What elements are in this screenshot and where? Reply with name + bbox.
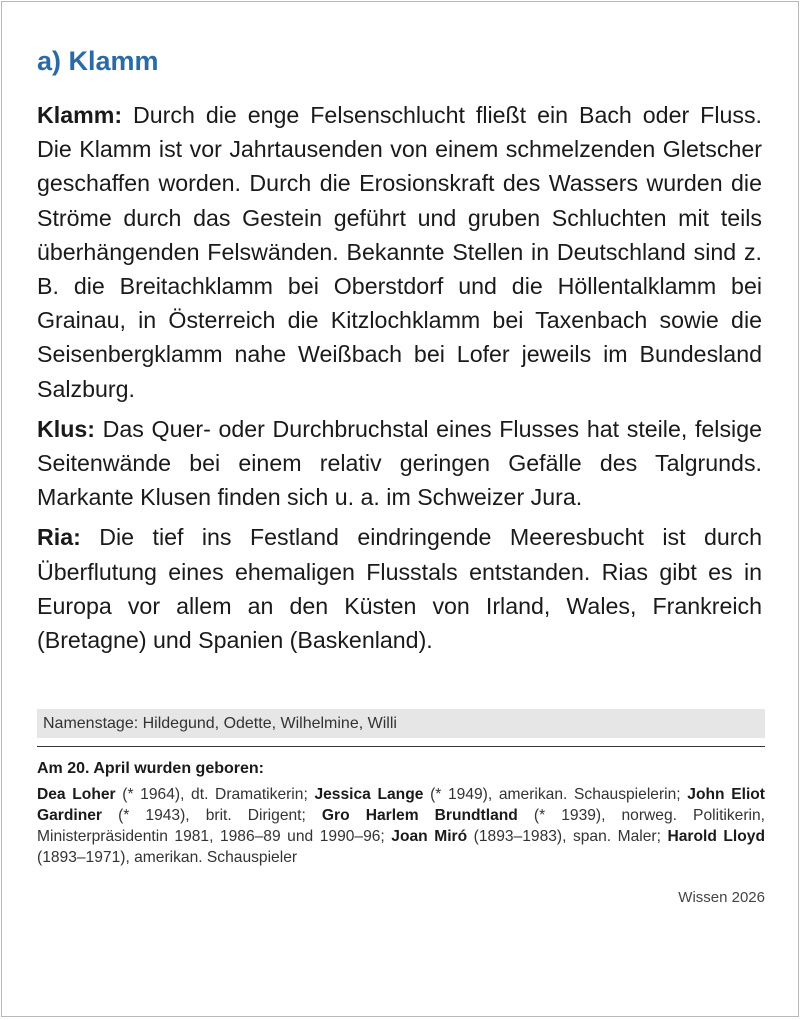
person-info: (1893–1983), span. Maler;	[467, 828, 668, 845]
births-list	[37, 784, 765, 868]
definition-term: Ria:	[37, 524, 81, 551]
name-days-label: Namenstage:	[43, 715, 139, 732]
page-title: a) Klamm	[37, 46, 159, 76]
person-name: Joan Miró	[391, 828, 468, 845]
name-days-bar	[37, 709, 765, 738]
person-name: Gro Harlem Brundtland	[321, 807, 518, 824]
person-info: (* 1939), norweg. Politikerin, Ministerpräsidentin 1981, 1986–89 und 1990–96;	[37, 807, 765, 845]
name-days-names: Hildegund, Odette, Wilhelmine, Willi	[138, 715, 397, 732]
person-info: (* 1943), brit. Dirigent;	[102, 807, 322, 824]
definition-text: Durch die enge Felsenschlucht fließt ein Bach oder Fluss. Die Klamm ist vor Jahrtausenden von einem schmelzenden Gletscher geschaffen worden. Durch die Erosionskraft des Wassers wurden die Ströme durch das Gestein geführt und gruben Schluchten mit teils überhängenden Felswänden. Bekannte Stellen in Deutschland sind z. B. die Breitachklamm bei Oberstdorf und die Höllentalklamm bei Grainau, in Österreich die Kitzlochklamm bei Taxenbach sowie die Seisenbergklamm nahe Weißbach bei Lofer jeweils im Bundesland Salzburg.	[37, 102, 762, 402]
person-name: Harold Lloyd	[667, 828, 765, 845]
person-name: John Eliot Gardiner	[37, 786, 765, 824]
person-info: (* 1949), amerikan. Schauspielerin;	[423, 786, 688, 803]
definition-entry-ria	[37, 520, 762, 657]
person-name: Jessica Lange	[314, 786, 424, 803]
person-info: (1893–1971), amerikan. Schauspieler	[37, 849, 298, 866]
person-name: Dea Loher	[37, 786, 116, 803]
definition-term: Klus:	[37, 415, 95, 442]
definition-term: Klamm:	[37, 102, 123, 128]
divider	[37, 746, 765, 747]
footer-source: Wissen 2026	[678, 889, 765, 906]
definition-text: Die tief ins Festland eindringende Meeresbucht ist durch Überflutung eines ehemaligen Flusstals entstanden. Rias gibt es in Europa vor allem an den Küsten von Irland, Wales, Frankreich (Bretagne) und Spanien (Baskenland).	[37, 524, 762, 654]
person-info: (* 1964), dt. Dramatikerin;	[115, 786, 315, 803]
definition-entry-klus	[37, 412, 762, 515]
definition-entry-klamm	[37, 98, 762, 406]
births-title: Am 20. April wurden geboren:	[37, 760, 264, 777]
definition-text: Das Quer- oder Durchbruchstal eines Flusses hat steile, felsige Seitenwände bei einem relativ geringen Gefälle des Talgrunds. Markante Klusen finden sich u. a. im Schweizer Jura.	[37, 415, 762, 511]
definition-list	[37, 98, 762, 663]
